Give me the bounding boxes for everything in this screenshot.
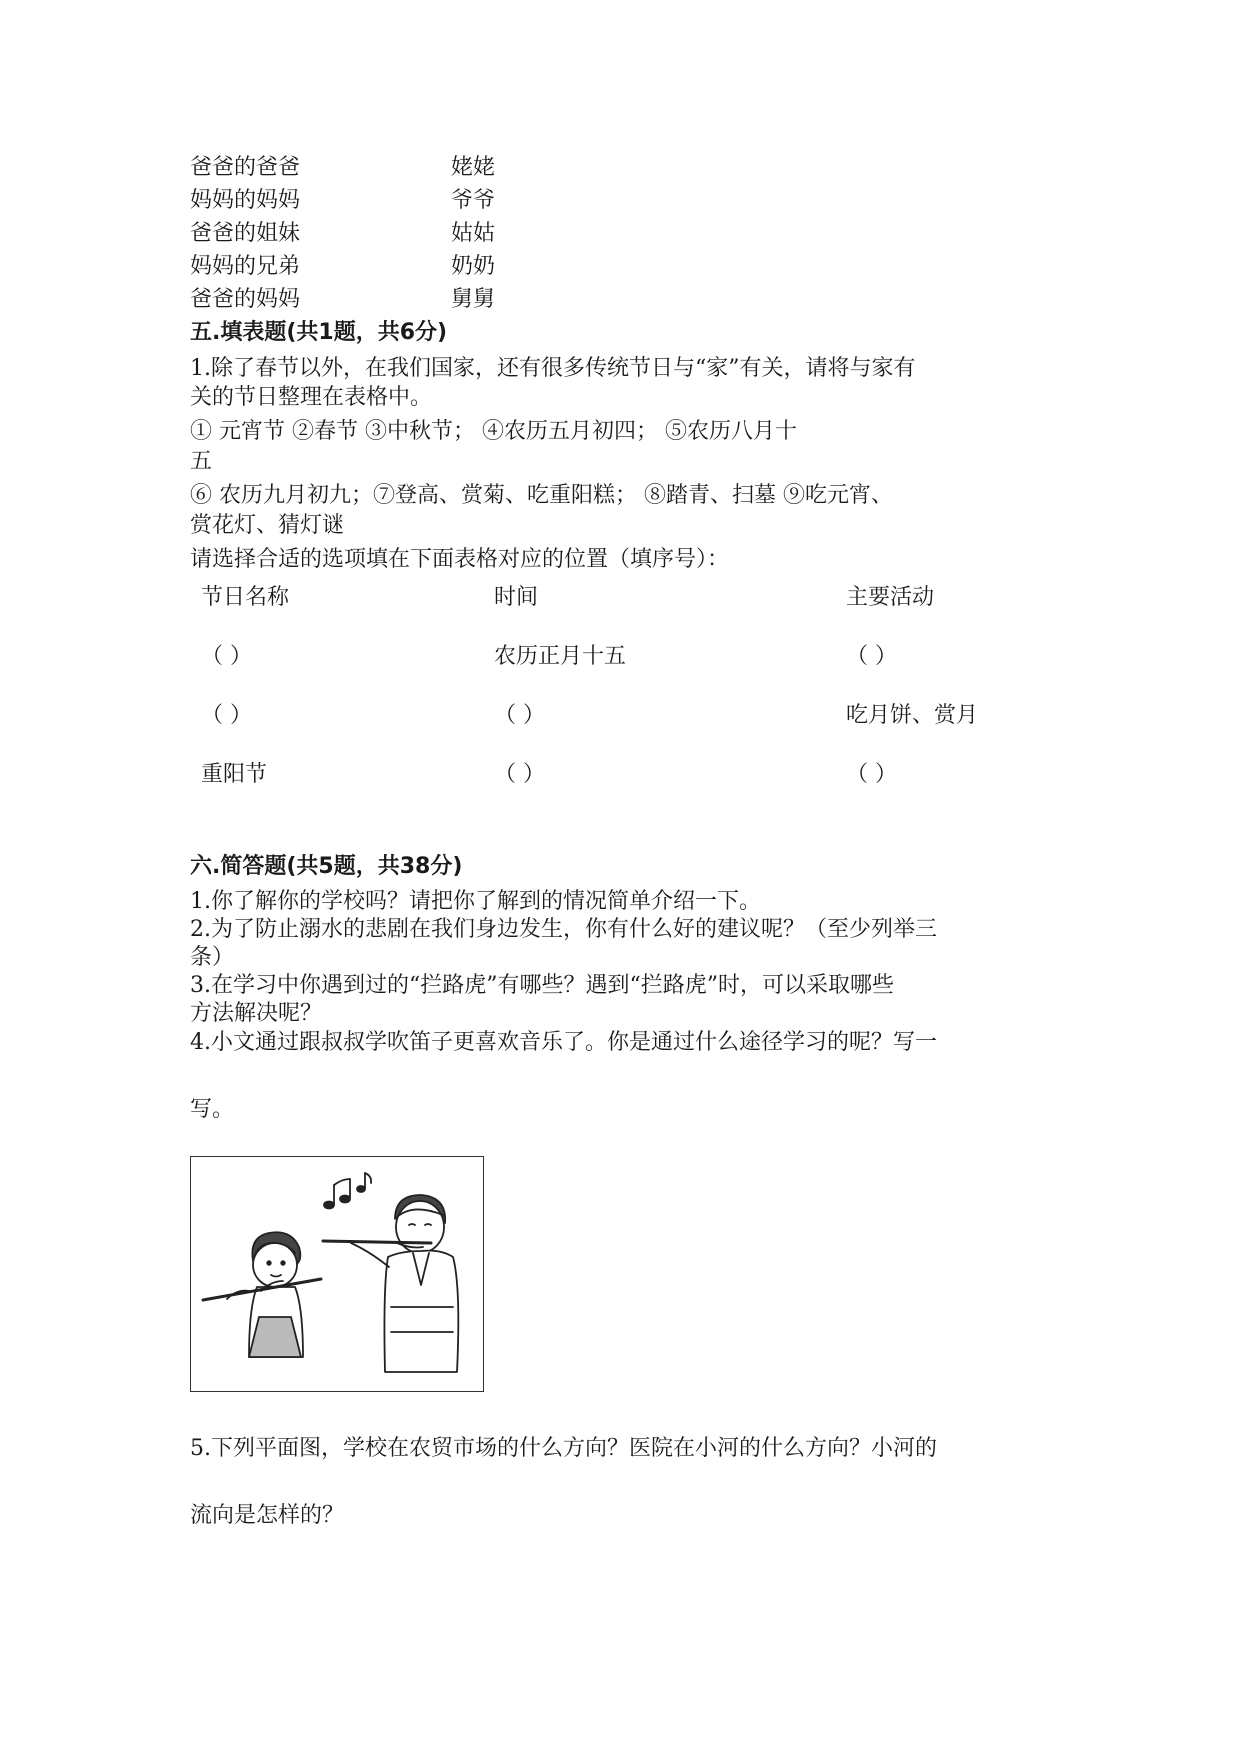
question-5-line: 流向是怎样的？ (190, 1503, 345, 1528)
table-cell[interactable]: （ ） (846, 644, 897, 669)
matching-left-item: 爸爸的姐妹 (190, 221, 301, 246)
table-cell: 吃月饼、赏月 (846, 703, 979, 728)
question-4-line: 写。 (190, 1097, 235, 1122)
question-5-line: 5.下列平面图，学校在农贸市场的什么方向？医院在小河的什么方向？小河的 (190, 1436, 937, 1461)
question-4-line: 4.小文通过跟叔叔学吹笛子更喜欢音乐了。你是通过什么途径学习的呢？写一 (190, 1030, 937, 1055)
matching-right-item: 姥姥 (451, 155, 496, 180)
section-5-options-line: ① 元宵节 ②春节 ③中秋节； ④农历五月初四； ⑤农历八月十 (190, 419, 797, 444)
boy-figure (323, 1195, 458, 1372)
matching-right-item: 舅舅 (451, 287, 496, 312)
table-header-name: 节日名称 (201, 585, 290, 610)
question-1: 1.你了解你的学校吗？请把你了解到的情况简单介绍一下。 (190, 889, 761, 914)
flute-players-illustration (190, 1156, 484, 1392)
matching-left-item: 妈妈的妈妈 (190, 188, 301, 213)
question-3-line: 方法解决呢？ (190, 1001, 323, 1026)
table-cell[interactable]: （ ） (201, 703, 252, 728)
matching-left-item: 爸爸的爸爸 (190, 155, 301, 180)
section-5-title: 五.填表题(共1题，共6分) (190, 320, 448, 345)
table-cell: 农历正月十五 (494, 644, 627, 669)
question-2-line: 条） (190, 945, 235, 970)
section-5-question-line: 1.除了春节以外，在我们国家，还有很多传统节日与“家”有关，请将与家有 (190, 356, 916, 381)
section-5-question-line: 关的节日整理在表格中。 (190, 385, 433, 410)
table-cell[interactable]: （ ） (201, 644, 252, 669)
matching-left-item: 爸爸的妈妈 (190, 287, 301, 312)
matching-right-item: 奶奶 (451, 254, 496, 279)
girl-figure (203, 1232, 321, 1357)
section-6-title: 六.简答题(共5题，共38分) (190, 854, 463, 879)
matching-right-column (451, 151, 495, 316)
table-header-activity: 主要活动 (846, 585, 935, 610)
section-5-options-line: ⑥ 农历九月初九；⑦登高、赏菊、吃重阳糕； ⑧踏青、扫墓 ⑨吃元宵、 (190, 483, 893, 508)
matching-right-item: 爷爷 (451, 188, 496, 213)
question-3-line: 3.在学习中你遇到过的“拦路虎”有哪些？遇到“拦路虎”时，可以采取哪些 (190, 973, 894, 998)
music-notes-icon (324, 1173, 371, 1209)
matching-right-item: 姑姑 (451, 221, 496, 246)
question-2-line: 2.为了防止溺水的悲剧在我们身边发生，你有什么好的建议呢？（至少列举三 (190, 917, 937, 942)
section-5-options-line: 赏花灯、猜灯谜 (190, 513, 345, 538)
flute-players-drawing (191, 1157, 483, 1391)
table-header-time: 时间 (494, 585, 539, 610)
matching-left-column (190, 151, 300, 316)
section-5-options-line: 五 (190, 449, 213, 474)
table-cell[interactable]: （ ） (494, 762, 545, 787)
table-cell[interactable]: （ ） (846, 762, 897, 787)
section-5-instruction: 请选择合适的选项填在下面表格对应的位置（填序号）： (190, 547, 730, 572)
table-cell: 重阳节 (201, 762, 268, 787)
table-cell[interactable]: （ ） (494, 703, 545, 728)
matching-left-item: 妈妈的兄弟 (190, 254, 301, 279)
